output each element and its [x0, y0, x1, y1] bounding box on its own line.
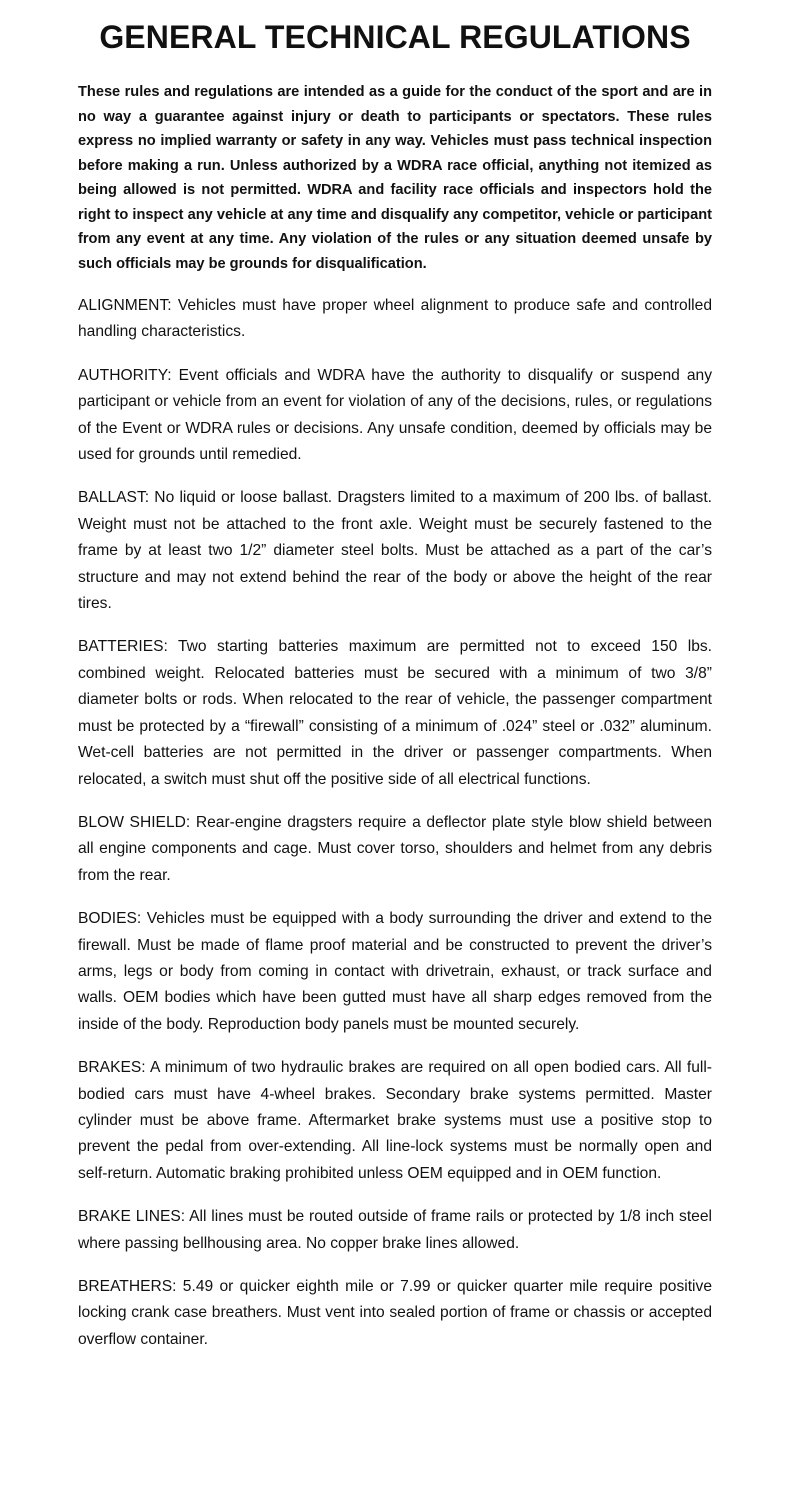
- rule-breathers: BREATHERS: 5.49 or quicker eighth mile or 7.99 or quicker quarter mile require positive locking crank case breathers. Must vent into sealed portion of frame or chassis or accepted overflow container.: [78, 1278, 712, 1348]
- rule-batteries: BATTERIES: Two starting batteries maximum are permitted not to exceed 150 lbs. combined weight. Relocated batteries must be secured with a minimum of two 3/8” diameter bolts or rods. When relocated to the rear of vehicle, the passenger compartment must be protected by a “firewall” consisting of a minimum of .024” steel or .032” aluminum. Wet-cell batteries are not permitted in the driver or passenger compartments. When relocated, a switch must shut off the positive side of all electrical functions.: [78, 638, 712, 788]
- rule-authority: AUTHORITY: Event officials and WDRA have the authority to disqualify or suspend any participant or vehicle from an event for violation of any of the decisions, rules, or regulations of the Event or WDRA rules or decisions. Any unsafe condition, deemed by officials may be used for grounds until remedied.: [78, 366, 712, 464]
- rule-brake-lines: BRAKE LINES: All lines must be routed outside of frame rails or protected by 1/8 inch steel where passing bellhousing area. No copper brake lines allowed.: [78, 1208, 712, 1252]
- page-title: GENERAL TECHNICAL REGULATIONS: [99, 19, 691, 55]
- rule-ballast: BALLAST: No liquid or loose ballast. Dragsters limited to a maximum of 200 lbs. of ballast. Weight must not be attached to the front axle. Weight must be securely fastened to the frame by at least two 1/2” diameter steel bolts. Must be attached as a part of the car’s structure and may not extend behind the rear of the body or above the height of the rear tires.: [78, 489, 712, 613]
- rule-bodies: BODIES: Vehicles must be equipped with a body surrounding the driver and extend to the firewall. Must be made of flame proof material and be constructed to prevent the driver’s arms, legs or body from coming in contact with drivetrain, exhaust, or track surface and walls. OEM bodies which have been gutted must have all sharp edges removed from the inside of the body. Reproduction body panels must be mounted securely.: [78, 910, 712, 1033]
- rule-alignment: ALIGNMENT: Vehicles must have proper wheel alignment to produce safe and controlled handling characteristics.: [78, 297, 712, 341]
- intro-paragraph: These rules and regulations are intended as a guide for the conduct of the sport and are in no way a guarantee against injury or death to participants or spectators. These rules express no implied warranty or safety in any way. Vehicles must pass technical inspection before making a run. Unless authorized by a WDRA race official, anything not itemized as being allowed is not permitted. WDRA and facility race officials and inspectors hold the right to inspect any vehicle at any time and disqualify any competitor, vehicle or participant from any event at any time. Any violation of the rules or any situation deemed unsafe by such officials may be grounds for disqualification.: [78, 84, 712, 272]
- rule-brakes: BRAKES: A minimum of two hydraulic brakes are required on all open bodied cars. All full-bodied cars must have 4-wheel brakes. Secondary brake systems permitted. Master cylinder must be above frame. Aftermarket brake systems must use a positive stop to prevent the pedal from over-extending. All line-lock systems must be normally open and self-return. Automatic braking prohibited unless OEM equipped and in OEM function.: [78, 1059, 712, 1182]
- rule-blow-shield: BLOW SHIELD: Rear-engine dragsters require a deflector plate style blow shield between all engine components and cage. Must cover torso, shoulders and helmet from any debris from the rear.: [78, 813, 712, 884]
